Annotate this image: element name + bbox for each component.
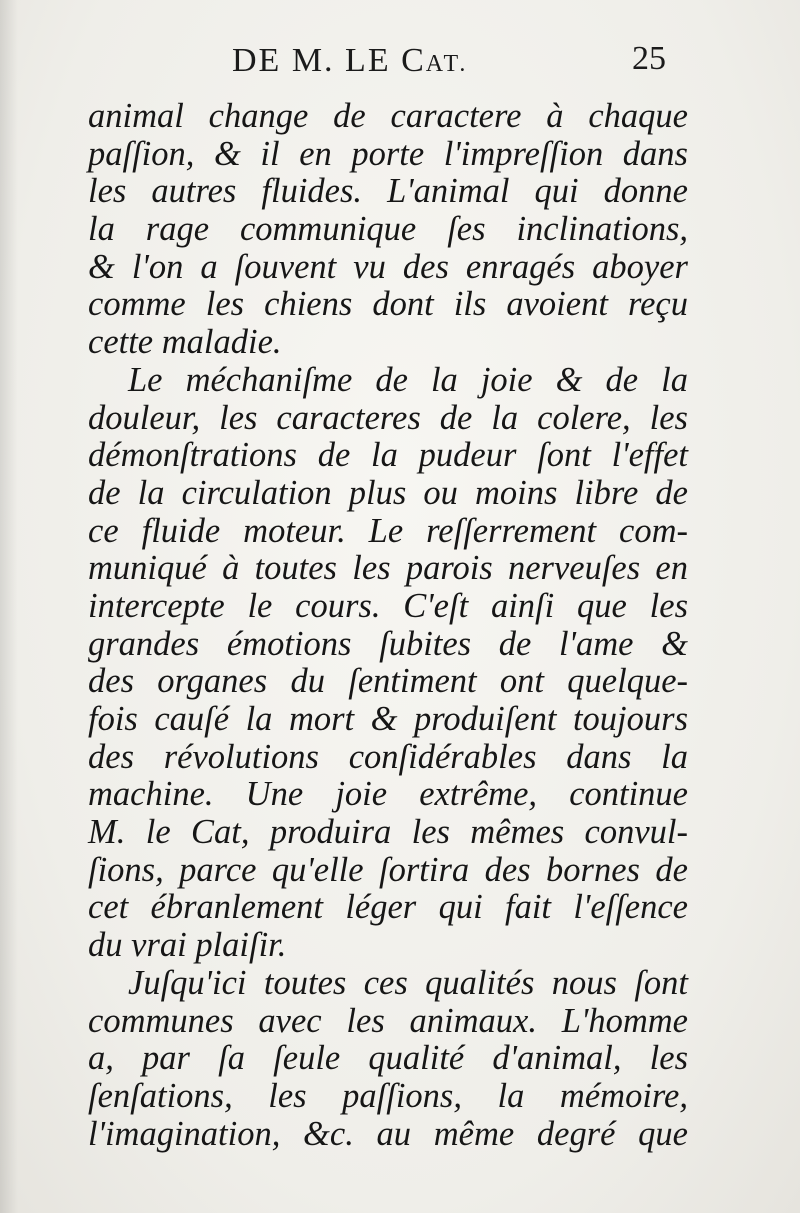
text-line-11: de la circulation plus ou moins libre de	[88, 473, 688, 512]
text-line-4: la rage communique ſes inclinations,	[88, 210, 688, 249]
text-line-2: paſſion, & il en porte l'impreſſion dans	[88, 134, 688, 173]
page-number: 25	[632, 40, 666, 77]
running-head-prefix: DE M. LE C	[232, 42, 426, 79]
text-line-12: ce fluide moteur. Le reſſerrement com-	[88, 511, 688, 550]
text-line-17: fois cauſé la mort & produiſent toujours	[88, 700, 688, 738]
text-line-14: intercepte le cours. C'eſt ainſi que les	[88, 586, 688, 625]
text-line-21: ſions, parce qu'elle ſortira des bornes de	[88, 850, 688, 889]
text-line-1: animal change de caractere à chaque	[88, 97, 688, 135]
text-line-24: Juſqu'ici toutes ces qualités nous ſont	[128, 963, 688, 1002]
text-line-22: cet ébranlement léger qui fait l'eſſence	[88, 888, 688, 927]
text-line-19: machine. Une joie extrême, continue	[88, 775, 688, 814]
text-line-3: les autres fluides. L'animal qui donne	[88, 172, 688, 211]
body-text	[88, 98, 688, 1153]
running-head-suffix: AT.	[425, 51, 469, 77]
text-line-5: & l'on a ſouvent vu des enragés aboyer	[88, 247, 688, 286]
text-line-27: ſenſations, les paſſions, la mémoire,	[88, 1076, 688, 1115]
text-line-9: douleur, les caracteres de la colere, les	[88, 398, 688, 437]
text-line-6: comme les chiens dont ils avoient reçu	[88, 285, 688, 324]
text-line-13: muniqué à toutes les parois nerveuſes en	[88, 549, 688, 588]
text-line-18: des révolutions conſidérables dans la	[88, 737, 688, 776]
text-line-26: a, par ſa ſeule qualité d'animal, les	[88, 1039, 688, 1078]
text-line-8: Le méchaniſme de la joie & de la	[128, 360, 688, 399]
text-line-7: cette maladie.	[88, 323, 282, 362]
running-head	[232, 42, 532, 80]
text-line-23: du vrai plaiſir.	[88, 926, 287, 965]
text-line-10: démonſtrations de la pudeur ſont l'effet	[88, 436, 688, 475]
text-line-15: grandes émotions ſubites de l'ame &	[88, 624, 688, 663]
text-line-28: l'imagination, &c. au même degré que	[88, 1114, 688, 1153]
text-line-16: des organes du ſentiment ont quelque-	[88, 662, 688, 701]
text-line-20: M. le Cat, produira les mêmes convul-	[88, 813, 688, 852]
text-line-25: communes avec les animaux. L'homme	[88, 1001, 688, 1040]
